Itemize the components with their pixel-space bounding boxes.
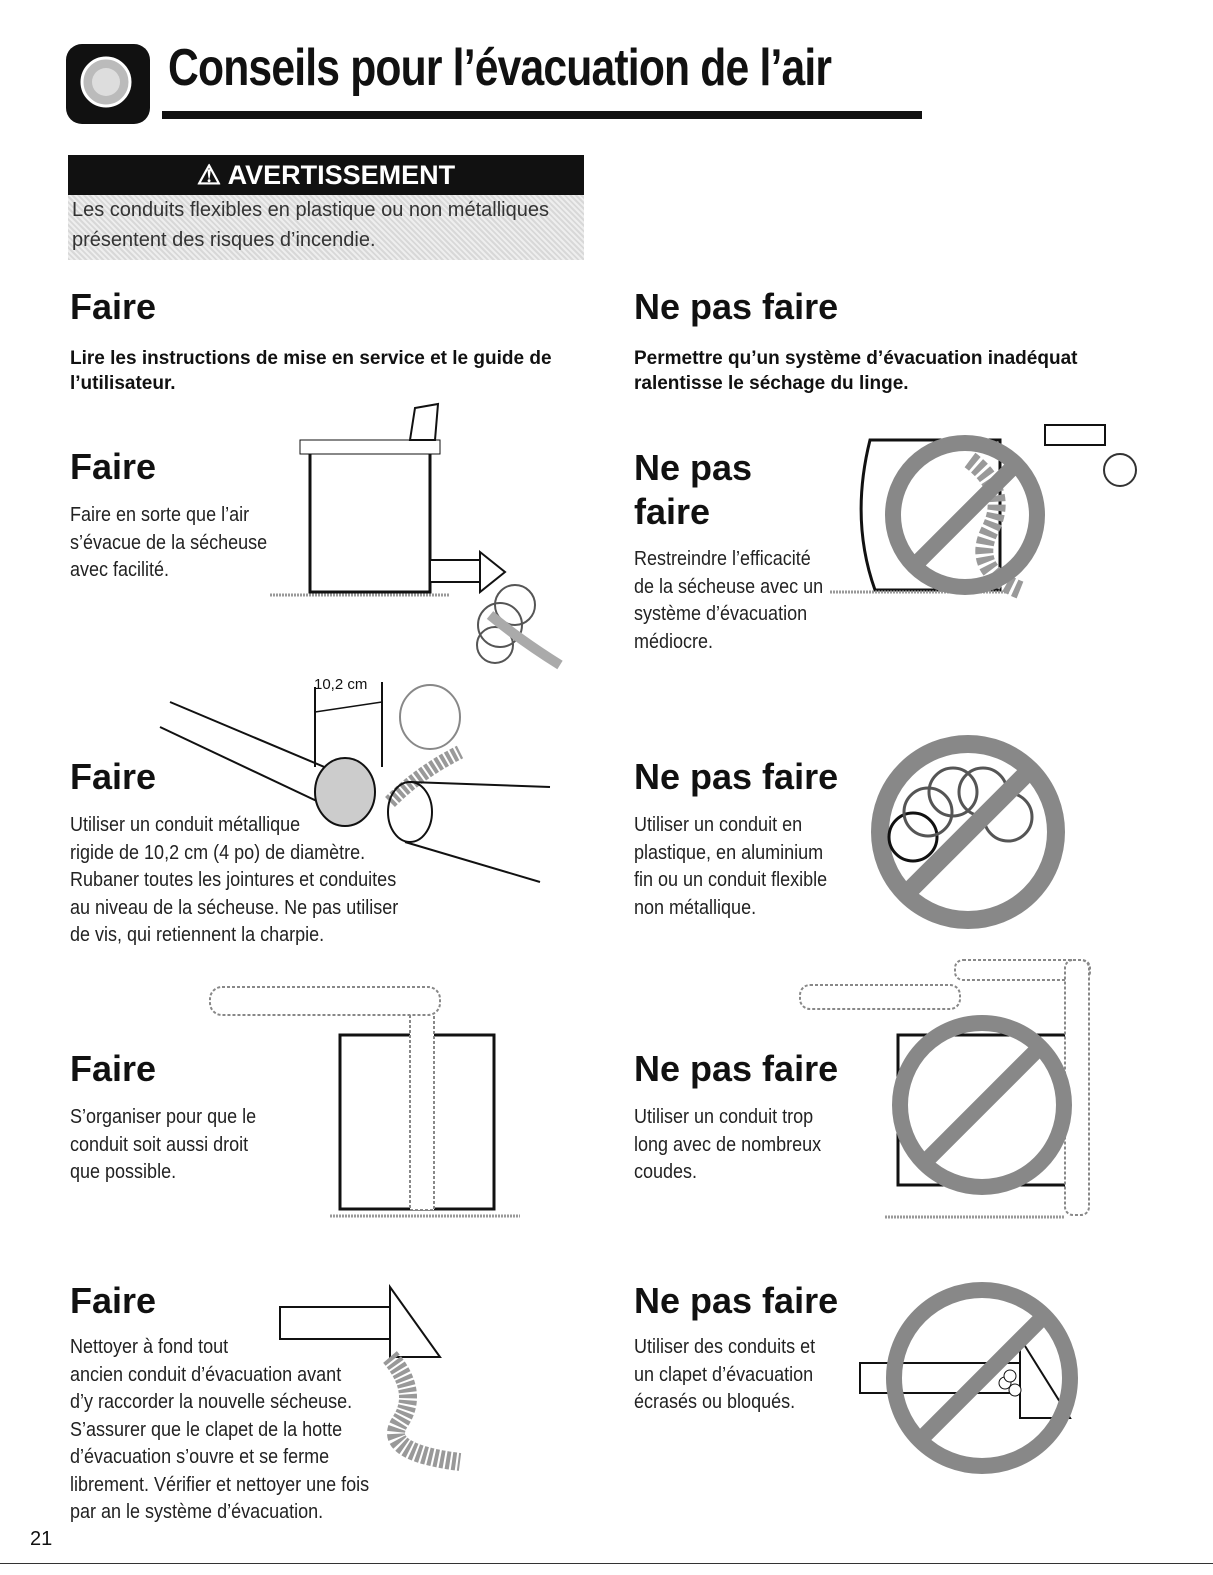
dont2-text: [634, 812, 827, 922]
dont3-line: long avec de nombreux: [634, 1133, 822, 1156]
do2-line: de vis, qui retiennent la charpie.: [70, 924, 325, 946]
dont-main-heading: Ne pas faire: [634, 286, 839, 327]
dont1-line: système d’évacuation: [634, 603, 808, 625]
warning-box: [68, 155, 584, 260]
do4-heading: Faire: [70, 1280, 157, 1321]
dont1-text: [634, 546, 823, 656]
do2-line: Rubaner toutes les jointures et conduites: [70, 869, 397, 891]
dont2-line: fin ou un conduit flexible: [634, 869, 828, 891]
do-main-heading: Faire: [70, 286, 157, 327]
dont4-line: Utiliser des conduits et: [634, 1336, 816, 1358]
do4-line: librement. Vérifier et nettoyer une fois: [70, 1473, 370, 1496]
dont1-line: de la sécheuse avec un: [634, 575, 824, 598]
do4-line: S’assurer que le clapet de la hotte: [70, 1418, 343, 1441]
dont4-line: un clapet d’évacuation: [634, 1363, 814, 1386]
do1-line: avec facilité.: [70, 559, 170, 581]
bottom-rule: [0, 1563, 1213, 1564]
clean-exhaust-hood-illustration: [280, 1282, 540, 1482]
warning-line-2: présentent des risques d’incendie.: [72, 229, 376, 251]
do1-text: [70, 502, 267, 585]
dryer-good-exhaust-illustration: [260, 400, 560, 680]
dont3-heading: Ne pas faire: [634, 1048, 839, 1089]
do2-heading: Faire: [70, 756, 157, 797]
duct-dimension-label: 10,2 cm: [314, 676, 368, 693]
do4-line: d’y raccorder la nouvelle sécheuse.: [70, 1391, 353, 1413]
warning-line-1: Les conduits flexibles en plastique ou non métalliques: [72, 199, 549, 221]
warning-heading: AVERTISSEMENT: [227, 160, 456, 190]
warning-body: [68, 195, 584, 260]
dont3-text: [634, 1104, 821, 1187]
do2-text: [70, 812, 398, 950]
dont2-line: non métallique.: [634, 896, 757, 919]
do1-line: s’évacue de la sécheuse: [70, 531, 268, 554]
do-main-sub-2: l’utilisateur.: [70, 373, 176, 394]
do3-line: S’organiser pour que le: [70, 1106, 257, 1128]
straight-duct-illustration: [190, 975, 490, 1225]
do2-line: rigide de 10,2 cm (4 po) de diamètre.: [70, 841, 366, 864]
dont3-line: coudes.: [634, 1161, 698, 1183]
dont3-line: Utiliser un conduit trop: [634, 1106, 814, 1128]
warning-triangle-icon: ⚠: [196, 160, 228, 190]
dont2-heading: Ne pas faire: [634, 756, 839, 797]
dont1-heading-1: Ne pas: [634, 447, 753, 488]
do1-line: Faire en sorte que l’air: [70, 504, 250, 526]
do2-line: Utiliser un conduit métallique: [70, 814, 301, 836]
page-number: 21: [30, 1528, 53, 1550]
dont1-line: médiocre.: [634, 630, 714, 653]
do-main-sub-1: Lire les instructions de mise en service et le guide de: [70, 348, 552, 369]
prohibited-poor-exhaust-illustration: [830, 400, 1150, 620]
dont-main-sub-2: ralentisse le séchage du linge.: [634, 373, 909, 394]
do3-line: que possible.: [70, 1161, 177, 1183]
prohibited-blocked-hood-illustration: [860, 1288, 1100, 1488]
dont4-text: [634, 1334, 815, 1417]
title-underline: [162, 111, 922, 119]
warning-header: [68, 155, 584, 195]
dont-main-sub-1: Permettre qu’un système d’évacuation inadéquat: [634, 348, 1078, 369]
prohibited-flexible-duct-illustration: [868, 732, 1068, 932]
dont4-heading: Ne pas faire: [634, 1280, 839, 1321]
do1-heading: Faire: [70, 446, 157, 487]
do4-line: ancien conduit d’évacuation avant: [70, 1363, 342, 1386]
do4-line: par an le système d’évacuation.: [70, 1501, 324, 1523]
dryer-logo-icon: [66, 44, 152, 124]
do3-line: conduit soit aussi droit: [70, 1133, 249, 1156]
do3-heading: Faire: [70, 1048, 157, 1089]
dont4-line: écrasés ou bloqués.: [634, 1391, 796, 1413]
dont2-line: Utiliser un conduit en: [634, 814, 803, 836]
dont1-line: Restreindre l’efficacité: [634, 548, 811, 570]
do3-text: [70, 1104, 256, 1187]
prohibited-long-duct-illustration: [870, 955, 1110, 1235]
dont2-line: plastique, en aluminium: [634, 841, 824, 864]
do4-line: d’évacuation s’ouvre et se ferme: [70, 1446, 330, 1468]
dont1-heading-2: faire: [634, 491, 711, 532]
do2-line: au niveau de la sécheuse. Ne pas utiliser: [70, 896, 399, 919]
do4-line: Nettoyer à fond tout: [70, 1336, 229, 1358]
page-title: Conseils pour l’évacuation de l’air: [168, 39, 832, 97]
